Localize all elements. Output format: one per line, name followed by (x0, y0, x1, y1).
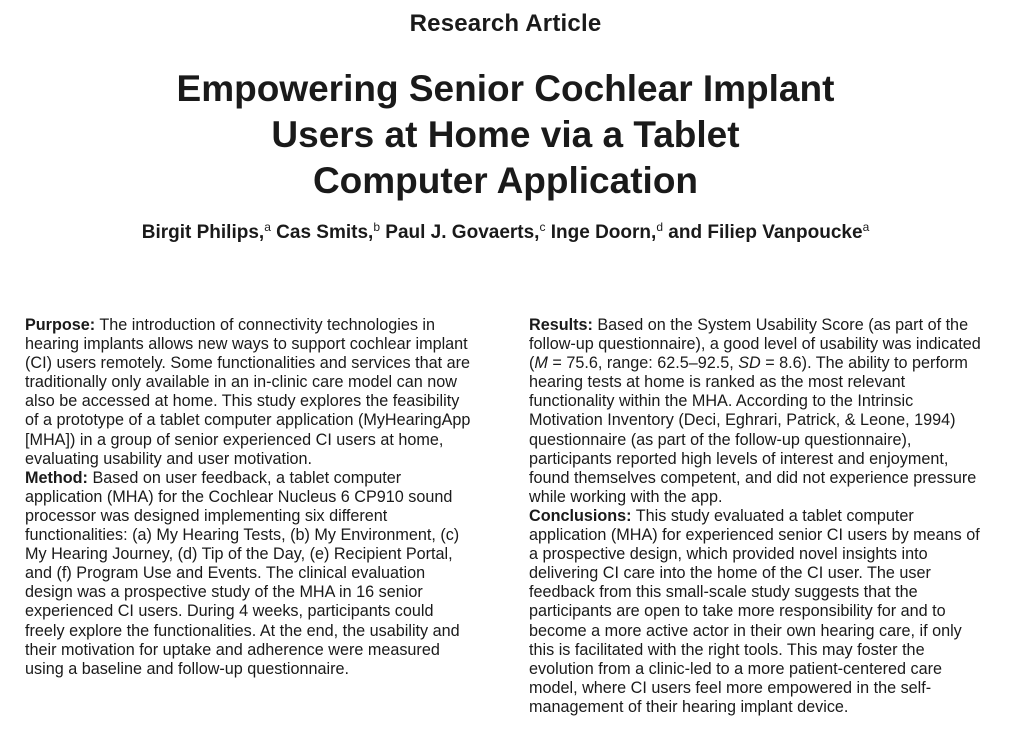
title-line: Empowering Senior Cochlear Implant (176, 68, 835, 109)
title-line: Computer Application (312, 160, 699, 201)
author-name: Inge Doorn, (550, 222, 657, 243)
conclusions-heading: Conclusions: (529, 506, 632, 525)
abstract-purpose (25, 316, 477, 469)
author-name: Birgit Philips, (141, 222, 265, 243)
author-name: and Filiep Vanpoucke (668, 222, 863, 243)
purpose-heading: Purpose: (25, 316, 96, 334)
abstract-conclusions (529, 507, 981, 717)
method-heading: Method: (25, 468, 88, 487)
results-text: = 75.6, range: 62.5–92.5, (547, 354, 739, 373)
results-text: = 8.6). The ability to perform hearing tests at home is ranked as the most relevant functionality within the MHA. According to the Intrinsic Motivation Inventory (Deci, Eghrari, Patrick, & Leone, 1994) questionnaire (as part of the follow-up questionnaire), participants reported high levels of interest and enjoyment, found themselves competent, and did not experience pressure while working with the app. (529, 354, 977, 506)
author-name: Cas Smits, (276, 222, 374, 243)
author-affiliation-mark: a (264, 220, 271, 234)
article-type-label: Research Article (409, 10, 602, 37)
author-list (0, 222, 1011, 244)
author-affiliation-mark: c (539, 220, 546, 234)
abstract-left-column (25, 316, 477, 679)
mean-symbol: M (534, 354, 548, 373)
method-text: Based on user feedback, a tablet computer application (MHA) for the Cochlear Nucleus 6 CP910 sound processor was designed implementing six different functionalities: (a) My Hearing Tests, (b) My Environment, (c) My Hearing Journey, (d) Tip of the Day, (e) Recipient Portal, and (f) Program Use and Events. The clinical evaluation design was a prospective study of the MHA in 16 senior experienced CI users. During 4 weeks, participants could freely explore the functionalities. At the end, the usability and their motivation for uptake and adherence were measured using a baseline and follow-up questionnaire. (25, 468, 460, 678)
author-affiliation-mark: d (656, 220, 663, 234)
abstract-method (25, 469, 477, 679)
article-title (0, 66, 1011, 204)
title-line: Users at Home via a Tablet (271, 114, 740, 155)
author-affiliation-mark: b (373, 220, 380, 234)
purpose-text: The introduction of connectivity technologies in hearing implants allows new ways to support cochlear implant (CI) users remotely. Some functionalities and services that are traditionally only available in an in-clinic care model can now also be accessed at home. This study explores the feasibility of a prototype of a tablet computer application (MyHearingApp [MHA]) in a group of senior experienced CI users at home, evaluating usability and user motivation. (25, 316, 471, 468)
abstract-right-column (529, 316, 981, 717)
conclusions-text: This study evaluated a tablet computer application (MHA) for experienced senior CI users by means of a prospective design, which provided novel insights into delivering CI care into the home of the CI user. The user feedback from this small-scale study suggests that the participants are open to take more responsibility for and to become a more active actor in their own hearing care, if only this is facilitated with the right tools. This may foster the evolution from a clinic-led to a more patient-centered care model, where CI users feel more empowered in the self-management of their hearing implant device. (529, 506, 980, 716)
sd-symbol: SD (738, 354, 761, 373)
author-affiliation-mark: a (862, 220, 870, 234)
abstract-results (529, 316, 981, 507)
results-heading: Results: (529, 316, 593, 334)
results-text: Based on the System Usability Score (as part of the follow-up questionnaire), a good level of usability was indicated ( (529, 316, 981, 373)
author-name: Paul J. Govaerts, (385, 222, 540, 243)
